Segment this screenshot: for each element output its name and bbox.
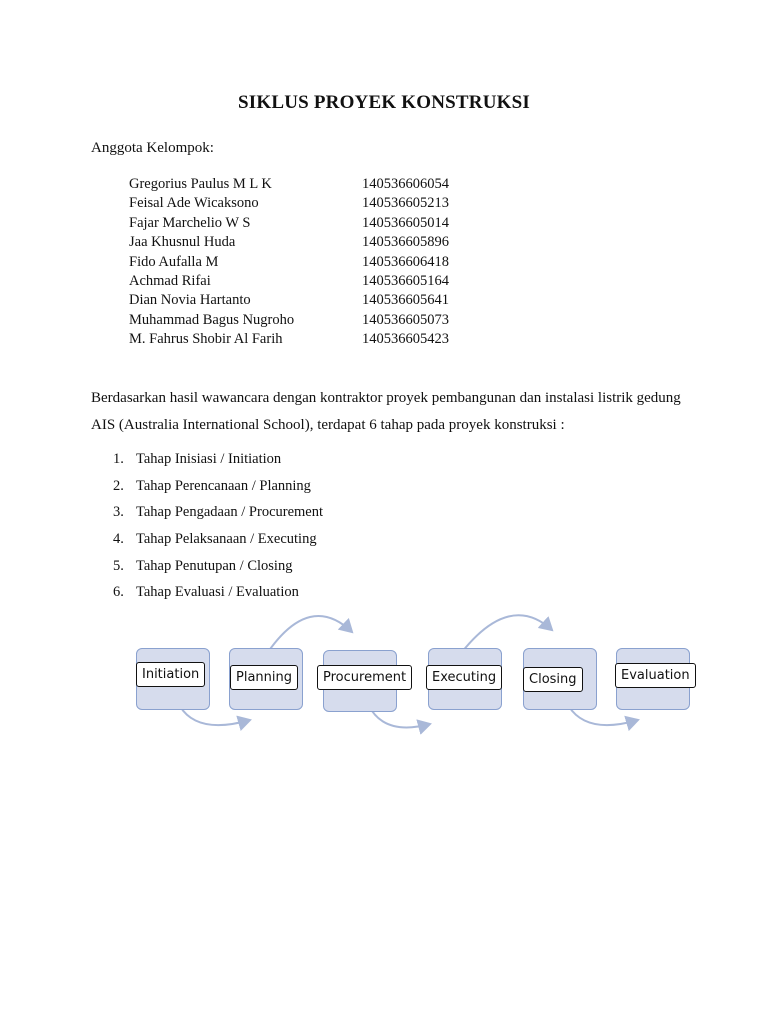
stage-number: 2. (113, 477, 124, 494)
member-nim: 140536605213 (362, 195, 449, 212)
member-name: Muhammad Bagus Nugroho (129, 311, 295, 328)
stage-text: Tahap Perencanaan / Planning (136, 477, 311, 494)
stage-number: 5. (113, 557, 124, 574)
members-label: Anggota Kelompok: (91, 140, 214, 156)
member-nim: 140536605423 (362, 331, 449, 348)
stage-text: Tahap Penutupan / Closing (136, 557, 293, 574)
cycle-step-label: Closing (523, 667, 583, 692)
stage-text: Tahap Evaluasi / Evaluation (136, 584, 299, 601)
stage-text: Tahap Pelaksanaan / Executing (136, 531, 317, 548)
member-nim: 140536606418 (362, 253, 449, 270)
member-name: Dian Novia Hartanto (129, 292, 251, 309)
stage-number: 4. (113, 531, 124, 548)
member-name: Fido Aufalla M (129, 253, 219, 270)
member-name: Jaa Khusnul Huda (129, 234, 236, 251)
stage-number: 6. (113, 584, 124, 601)
project-cycle-diagram (130, 612, 700, 747)
member-name: Achmad Rifai (129, 272, 211, 289)
stage-text: Tahap Pengadaan / Procurement (136, 504, 324, 521)
member-name: M. Fahrus Shobir Al Farih (129, 331, 283, 348)
intro-line: AIS (Australia International School), terdapat 6 tahap pada proyek konstruksi : (91, 417, 565, 433)
intro-paragraph (91, 385, 711, 439)
cycle-step-label: Initiation (136, 662, 205, 687)
member-name: Fajar Marchelio W S (129, 214, 251, 231)
cycle-step-label: Procurement (317, 665, 412, 690)
stage-number: 1. (113, 451, 124, 467)
member-name: Feisal Ade Wicaksono (129, 195, 259, 212)
member-nim: 140536605073 (362, 311, 449, 328)
member-nim: 140536605164 (362, 272, 449, 289)
member-nim: 140536605641 (362, 292, 449, 309)
member-nim: 140536605014 (362, 214, 449, 231)
cycle-arrow (462, 615, 552, 652)
stage-number: 3. (113, 504, 124, 521)
cycle-arrow (268, 616, 352, 652)
member-nim: 140536605896 (362, 234, 449, 251)
cycle-step-label: Planning (230, 665, 298, 690)
stage-text: Tahap Inisiasi / Initiation (136, 451, 282, 467)
page-title: SIKLUS PROYEK KONSTRUKSI (238, 92, 530, 113)
cycle-step-label: Evaluation (615, 663, 696, 688)
member-name: Gregorius Paulus M L K (129, 176, 272, 192)
cycle-step-label: Executing (426, 665, 502, 690)
intro-line: Berdasarkan hasil wawancara dengan kontraktor proyek pembangunan dan instalasi listrik gedung (91, 390, 681, 406)
member-nim: 140536606054 (362, 176, 449, 192)
